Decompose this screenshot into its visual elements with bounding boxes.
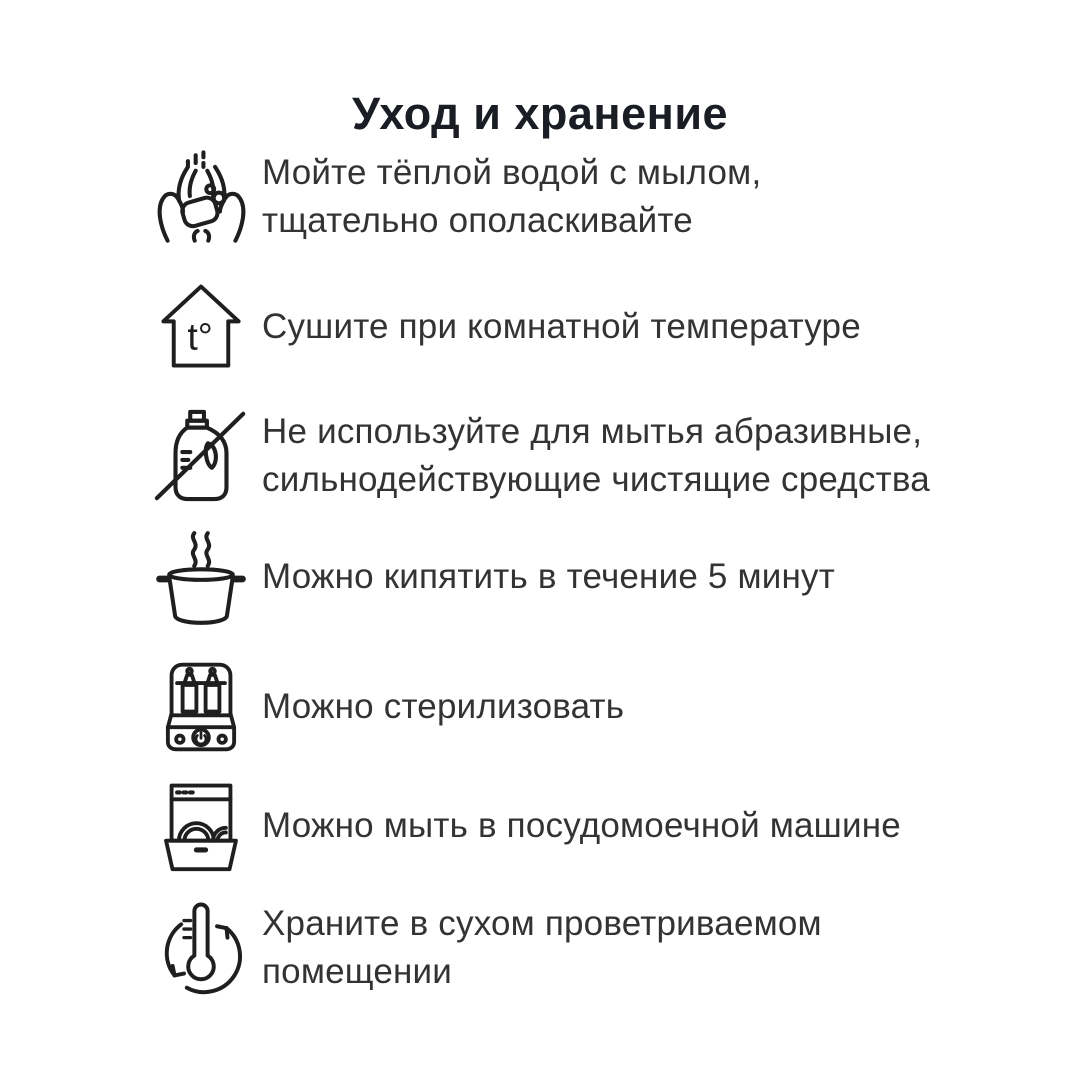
text-line: Храните в сухом проветриваемом — [262, 904, 822, 943]
text-line: Можно мыть в посудомоечной машине — [262, 806, 901, 845]
text-line: сильнодействующие чистящие средства — [262, 460, 930, 499]
text-line: Можно кипятить в течение 5 минут — [262, 557, 835, 596]
care-item-text — [262, 802, 901, 850]
care-item-sterilize — [148, 651, 1008, 763]
page-title: Уход и хранение — [351, 88, 729, 140]
no-detergent-icon — [148, 400, 254, 512]
care-item-no-abrasive — [148, 400, 1008, 512]
care-item-dry — [148, 271, 1008, 383]
care-item-text — [262, 553, 835, 601]
care-item-text — [262, 683, 624, 731]
sterilizer-icon — [148, 651, 254, 763]
text-line: тщательно ополаскивайте — [262, 201, 693, 240]
care-item-text — [262, 303, 861, 351]
room-temperature-house-icon — [148, 271, 254, 383]
care-item-dishwasher — [148, 770, 1008, 882]
hand-wash-soap-icon — [148, 141, 254, 253]
text-line: Можно стерилизовать — [262, 687, 625, 726]
text-line: Не используйте для мытья абразивные, — [262, 412, 923, 451]
boiling-pot-icon — [148, 521, 254, 633]
care-item-text — [262, 408, 930, 504]
dry-ventilated-storage-icon — [148, 892, 254, 1004]
care-item-text — [262, 900, 822, 996]
care-item-storage — [148, 892, 1008, 1004]
care-item-text — [262, 149, 761, 245]
text-line: Мойте тёплой водой с мылом, — [262, 153, 762, 192]
care-item-wash — [148, 141, 1008, 253]
text-line: Сушите при комнатной температуре — [262, 307, 861, 346]
text-line: помещении — [262, 952, 453, 991]
house-temperature-label: t° — [187, 315, 213, 358]
dishwasher-icon — [148, 770, 254, 882]
care-item-boil — [148, 521, 1008, 633]
